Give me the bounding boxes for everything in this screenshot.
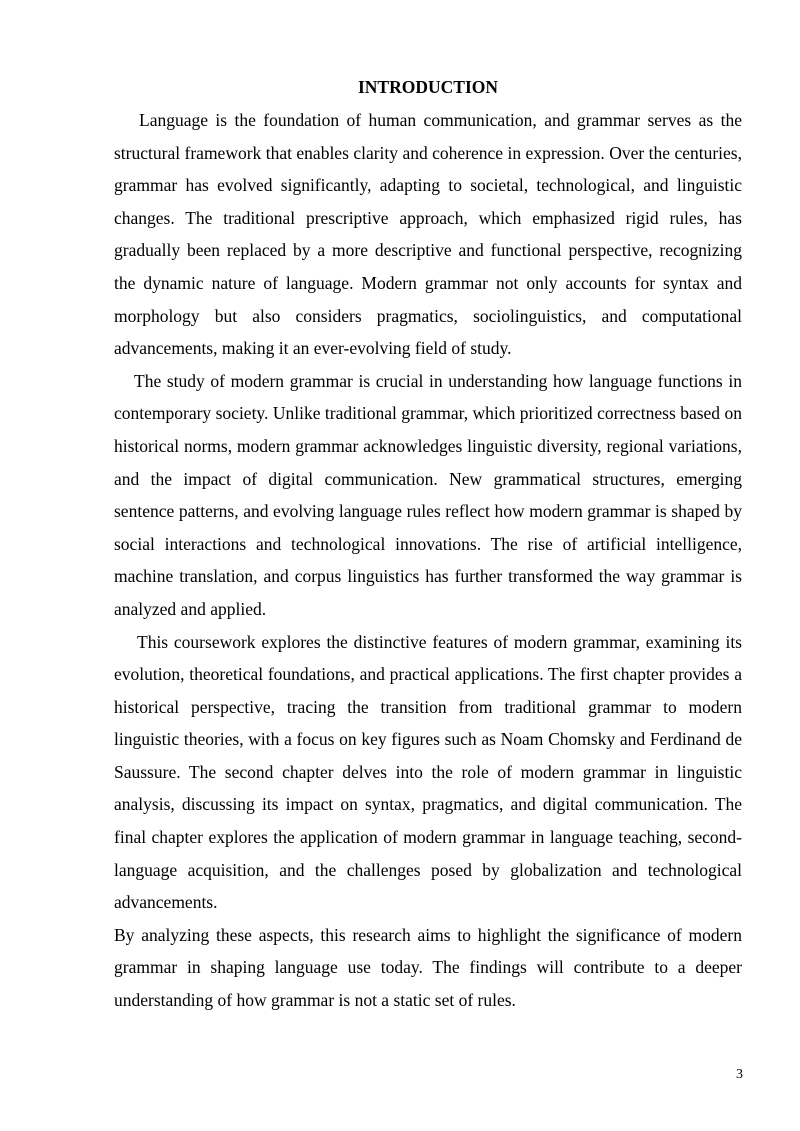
page-title: INTRODUCTION [357,77,499,97]
paragraph-2: The study of modern grammar is crucial in understanding how language functions in contemporary society. Unlike traditional grammar, which prioritized correctness based on historical norms, modern grammar acknowledges linguistic diversity, regional variations, and the impact of digital communication. New grammatical structures, emerging sentence patterns, and evolving language rules reflect how modern grammar is shaped by social interactions and technological innovations. The rise of artificial intelligence, machine translation, and corpus linguistics has further transformed the way grammar is analyzed and applied. [114,370,742,619]
paragraph-4: By analyzing these aspects, this research aims to highlight the significance of modern grammar in shaping language use today. The findings will contribute to a deeper understanding of how grammar is not a static set of rules. [114,924,742,1011]
paragraph-1: Language is the foundation of human communication, and grammar serves as the structural framework that enables clarity and coherence in expression. Over the centuries, grammar has evolved significantly, adapting to societal, technological, and linguistic changes. The traditional prescriptive approach, which emphasized rigid rules, has gradually been replaced by a more descriptive and functional perspective, recognizing the dynamic nature of language. Modern grammar not only accounts for syntax and morphology but also considers pragmatics, sociolinguistics, and computational advancements, making it an ever-evolving field of study. [114,110,742,359]
page-number: 3 [736,1067,743,1082]
document-body [114,104,742,1017]
paragraph-3: This coursework explores the distinctive features of modern grammar, examining its evolution, theoretical foundations, and practical applications. The first chapter provides a historical perspective, tracing the transition from traditional grammar to modern linguistic theories, with a focus on key figures such as Noam Chomsky and Ferdinand de Saussure. The second chapter delves into the role of modern grammar in linguistic analysis, discussing its impact on syntax, pragmatics, and digital communication. The final chapter explores the application of modern grammar in language teaching, second-language acquisition, and the challenges posed by globalization and technological advancements. [114,631,742,913]
